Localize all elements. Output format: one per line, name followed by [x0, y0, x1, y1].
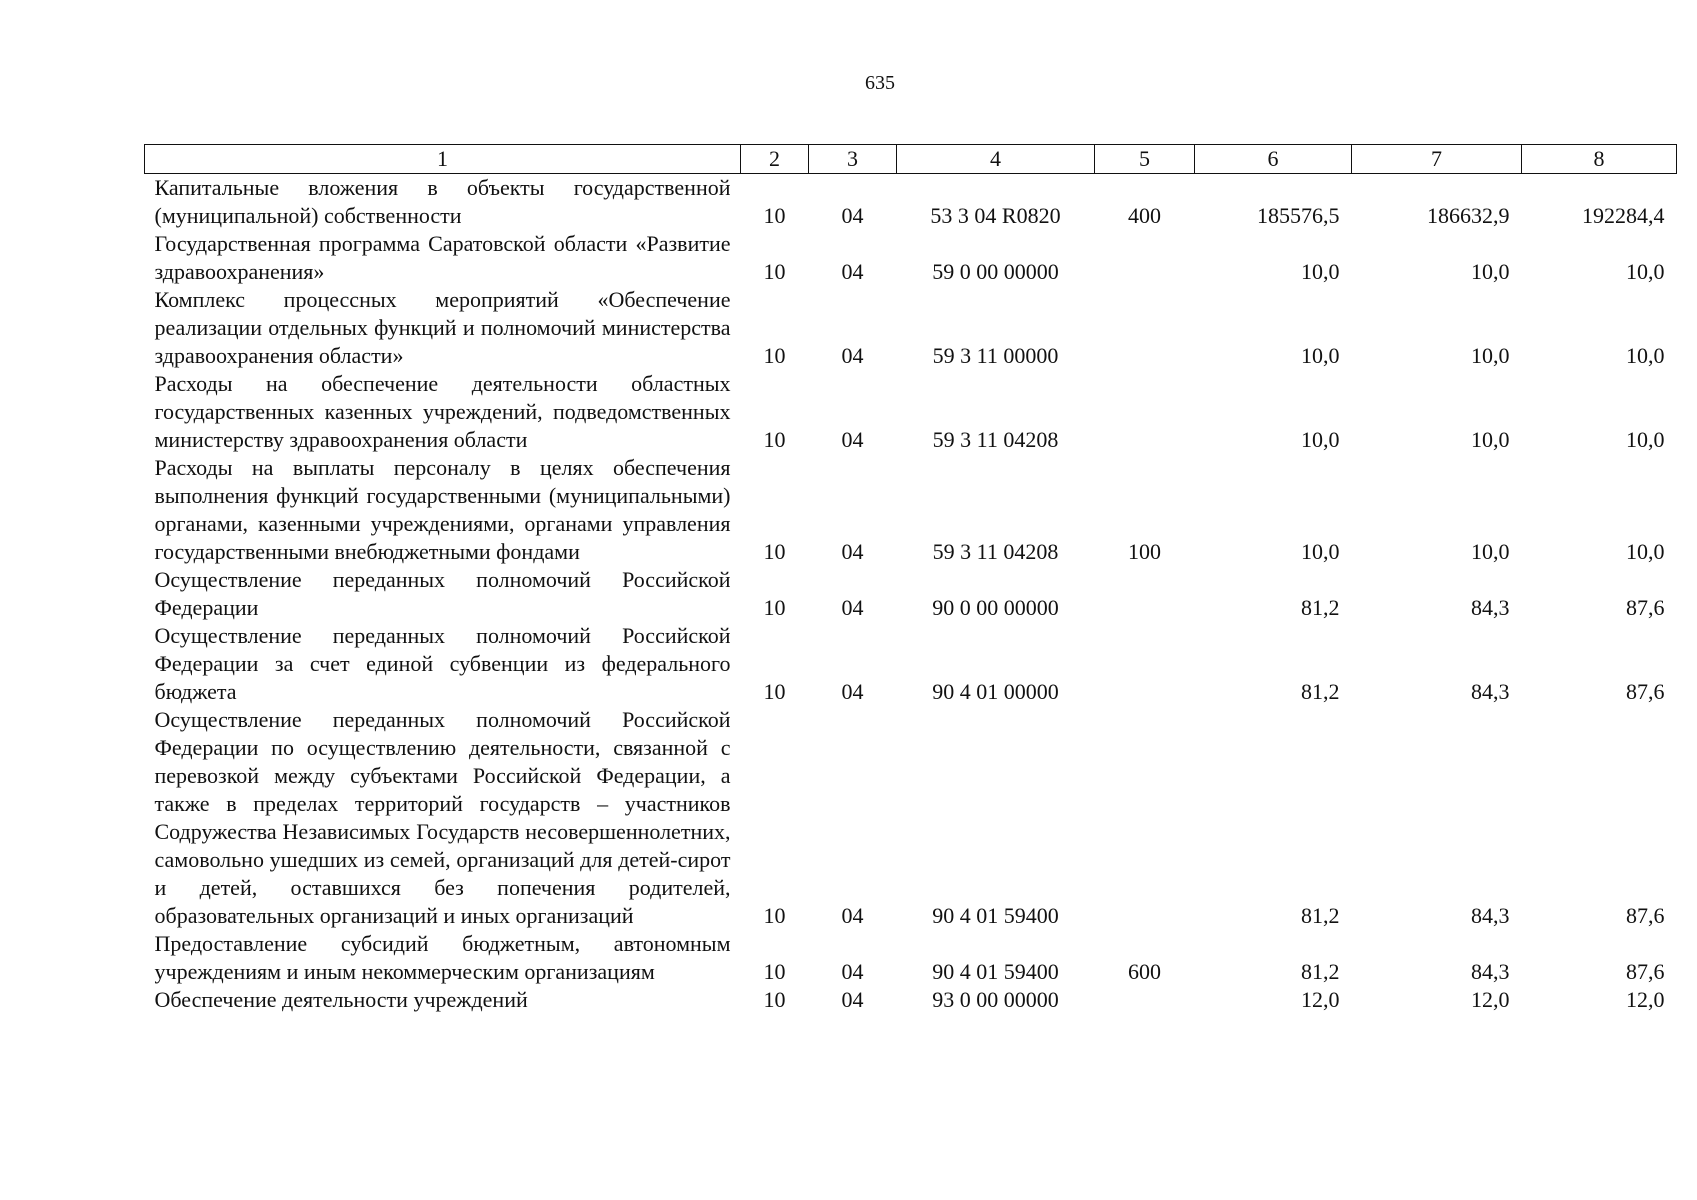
expense-name: Капитальные вложения в объекты государственной (муниципальной) собственности — [154, 175, 731, 228]
table-header — [145, 145, 1677, 174]
expense-name: Осуществление переданных полномочий Российской Федерации по осуществлению деятельности, связанной с перевозкой между субъектами Российской Федерации, а также в пределах территорий государств – участников Содружества Независимых Государств несовершеннолетних, самовольно ушедших из семей, организаций для детей-сирот и детей, оставшихся без попечения родителей, образовательных организаций и иных организаций — [154, 707, 731, 928]
amount-col-8: 10,0 — [1626, 259, 1665, 284]
target-article-code: 90 4 01 59400 — [932, 903, 1059, 928]
amount-col-6: 185576,5 — [1257, 203, 1340, 228]
target-article-code: 59 0 00 00000 — [932, 259, 1059, 284]
header-row — [145, 145, 1677, 174]
expense-name: Расходы на выплаты персоналу в целях обеспечения выполнения функций государственными (муниципальными) органами, казенными учреждениями, органами управления государственными внебюджетными фондами — [154, 455, 731, 564]
amount-col-6: 10,0 — [1301, 427, 1340, 452]
subsection-code: 04 — [841, 987, 864, 1012]
expense-type-code — [1095, 706, 1195, 930]
amount-col-7: 10,0 — [1471, 427, 1510, 452]
expense-type-code — [1095, 230, 1195, 286]
budget-table — [144, 144, 1677, 1014]
amount-col-7: 12,0 — [1471, 987, 1510, 1012]
header-col-4: 4 — [897, 145, 1095, 174]
amount-col-7: 84,3 — [1471, 959, 1510, 984]
table-row — [145, 286, 1677, 370]
section-code: 10 — [763, 427, 786, 452]
amount-col-8: 87,6 — [1626, 903, 1665, 928]
expense-type-code — [1095, 622, 1195, 706]
table-row — [145, 566, 1677, 622]
amount-col-7: 84,3 — [1471, 903, 1510, 928]
subsection-code: 04 — [841, 343, 864, 368]
amount-col-8: 87,6 — [1626, 679, 1665, 704]
subsection-code: 04 — [841, 903, 864, 928]
table-row — [145, 986, 1677, 1014]
target-article-code: 59 3 11 00000 — [932, 343, 1059, 368]
table-row — [145, 370, 1677, 454]
expense-name: Осуществление переданных полномочий Российской Федерации — [154, 567, 731, 620]
expense-type-code: 400 — [1128, 203, 1161, 228]
header-col-5: 5 — [1095, 145, 1195, 174]
amount-col-7: 10,0 — [1471, 539, 1510, 564]
amount-col-8: 87,6 — [1626, 595, 1665, 620]
amount-col-6: 10,0 — [1301, 259, 1340, 284]
amount-col-6: 81,2 — [1301, 903, 1340, 928]
target-article-code: 53 3 04 R0820 — [930, 203, 1061, 228]
subsection-code: 04 — [841, 595, 864, 620]
amount-col-6: 10,0 — [1301, 343, 1340, 368]
expense-name: Предоставление субсидий бюджетным, автономным учреждениям и иным некоммерческим организациям — [154, 931, 731, 984]
subsection-code: 04 — [841, 539, 864, 564]
expense-type-code — [1095, 986, 1195, 1014]
header-col-3: 3 — [809, 145, 897, 174]
expense-name: Комплекс процессных мероприятий «Обеспечение реализации отдельных функций и полномочий министерства здравоохранения области» — [154, 287, 731, 368]
amount-col-6: 81,2 — [1301, 595, 1340, 620]
expense-type-code — [1095, 286, 1195, 370]
expense-name: Расходы на обеспечение деятельности областных государственных казенных учреждений, подведомственных министерству здравоохранения области — [154, 371, 731, 452]
section-code: 10 — [763, 903, 786, 928]
amount-col-7: 84,3 — [1471, 595, 1510, 620]
target-article-code: 59 3 11 04208 — [932, 539, 1059, 564]
table-row — [145, 230, 1677, 286]
amount-col-6: 81,2 — [1301, 679, 1340, 704]
expense-type-code: 600 — [1128, 959, 1161, 984]
table-body — [145, 174, 1677, 1015]
amount-col-8: 12,0 — [1626, 987, 1665, 1012]
target-article-code: 90 0 00 00000 — [932, 595, 1059, 620]
expense-name: Осуществление переданных полномочий Российской Федерации за счет единой субвенции из федерального бюджета — [154, 623, 731, 704]
subsection-code: 04 — [841, 203, 864, 228]
header-col-6: 6 — [1195, 145, 1352, 174]
section-code: 10 — [763, 203, 786, 228]
table-row — [145, 930, 1677, 986]
amount-col-8: 10,0 — [1626, 343, 1665, 368]
section-code: 10 — [763, 595, 786, 620]
header-col-8: 8 — [1522, 145, 1677, 174]
section-code: 10 — [763, 539, 786, 564]
page-number: 635 — [865, 72, 895, 94]
subsection-code: 04 — [841, 679, 864, 704]
amount-col-8: 10,0 — [1626, 539, 1665, 564]
section-code: 10 — [763, 259, 786, 284]
amount-col-8: 192284,4 — [1582, 203, 1665, 228]
amount-col-7: 84,3 — [1471, 679, 1510, 704]
amount-col-7: 10,0 — [1471, 343, 1510, 368]
expense-name: Обеспечение деятельности учреждений — [154, 987, 528, 1012]
amount-col-6: 81,2 — [1301, 959, 1340, 984]
header-col-1: 1 — [145, 145, 741, 174]
table-row — [145, 174, 1677, 231]
target-article-code: 93 0 00 00000 — [932, 987, 1059, 1012]
amount-col-7: 10,0 — [1471, 259, 1510, 284]
expense-type-code — [1095, 370, 1195, 454]
section-code: 10 — [763, 679, 786, 704]
subsection-code: 04 — [841, 259, 864, 284]
section-code: 10 — [763, 343, 786, 368]
table-row — [145, 706, 1677, 930]
section-code: 10 — [763, 959, 786, 984]
expense-name: Государственная программа Саратовской области «Развитие здравоохранения» — [154, 231, 731, 284]
target-article-code: 90 4 01 00000 — [932, 679, 1059, 704]
expense-type-code: 100 — [1128, 539, 1161, 564]
target-article-code: 59 3 11 04208 — [932, 427, 1059, 452]
amount-col-8: 87,6 — [1626, 959, 1665, 984]
section-code: 10 — [763, 987, 786, 1012]
header-col-2: 2 — [741, 145, 809, 174]
amount-col-8: 10,0 — [1626, 427, 1665, 452]
expense-type-code — [1095, 566, 1195, 622]
subsection-code: 04 — [841, 427, 864, 452]
header-col-7: 7 — [1352, 145, 1522, 174]
amount-col-6: 10,0 — [1301, 539, 1340, 564]
table-row — [145, 622, 1677, 706]
amount-col-6: 12,0 — [1301, 987, 1340, 1012]
amount-col-7: 186632,9 — [1427, 203, 1510, 228]
subsection-code: 04 — [841, 959, 864, 984]
table-row — [145, 454, 1677, 566]
target-article-code: 90 4 01 59400 — [932, 959, 1059, 984]
